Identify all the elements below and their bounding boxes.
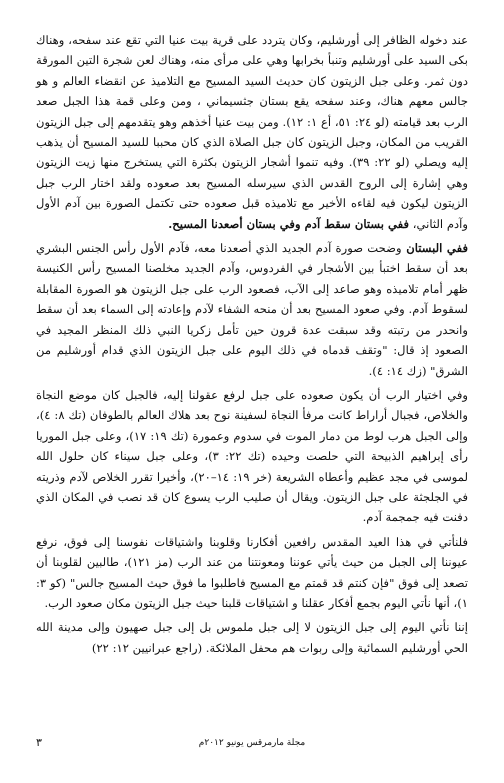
paragraph-3 [36, 385, 468, 528]
page-number: ٣ [36, 736, 42, 749]
paragraph-2 [36, 238, 468, 381]
paragraph-1-text: عند دخوله الظافر إلى أورشليم، وكان يتردد على قرية بيت عنيا التي تقع عند سفحه، وهناك بكى السيد على أورشليم وتنبأ بخرابها وهي على مرأى منه، وهناك لعن شجرة التين المورقة دون ثمر. وعلى جبل الزيتون كان حديث السيد المسيح مع التلاميذ عن انقضاء العالم و هو جالس معهم هناك، وعند سفحه يقع بستان جثسيماني ، ومن وعلى قمة هذا الجبل صعد الرب بعد قيامته (لو ٢٤: ٥١، أع ١: ١٢). ومن بيت عنيا أخذهم وهو يتقدمهم إلى جبل الزيتون القريب من المكان، وجبل الزيتون كان جبل الصلاة الذي كان محببا للسيد المسيح أن يذهب إليه ويصلي (لو ٢٢: ٣٩). وفيه تنموا أشجار الزيتون بكثرة التي يستخرج منها زيت الزيتون وهي إشارة إلى الروح القدس الذي سيرسله المسيح بعد صعوده ولقد اختار الرب جبل الزيتون ليكون فيه لقاءه الأخير مع تلاميذه قبل صعوده حتى تكتمل الصورة بين آدم الأول وآدم الثاني، [36, 33, 468, 231]
paragraph-3-text: وفي اختيار الرب أن يكون صعوده على جبل لرفع عقولنا إليه، فالجبل كان موضع النجاة والخلاص، فجبال أراراط كانت مرفأ النجاة لسفينة نوح بعد هلاك العالم بالطوفان (تك ٨: ٤)، وإلى الجبل هرب لوط من دمار الموت في سدوم وعمورة (تك ١٩: ١٧)، وعلى جبل الموريا رأى إبراهيم الذبيحة التي حلصت وحيده (تك ٢٢: ٣)، وعلى جبل سيناء كان حلول الله لموسى في مجد عظيم وأعطاه الشريعة (خر ١٩: ١٤–٢٠)، وأخيرا تقرر الخلاص لآدم وذريته في الجلجثة على جبل الزيتون. ويقال أن صليب الرب يسوع كان قد نصب في المكان الذي دفنت فيه جمجمة آدم. [36, 387, 469, 525]
paragraph-2-text: وضحت صورة آدم الجديد الذي أصعدنا معه، فآدم الأول رأس الجنس البشري بعد أن سقط اختبأ بين الأشجار في الفردوس، وآدم الجديد مخلصنا المسيح رأس الكنيسة ظهر أمام تلاميذه وهو صاعد إلى الآب، فصعود الرب على جبل الزيتون هو الصورة المقابلة لسقوط آدم. وفي صعود المسيح بعد أن منحه الشفاء لآدم وإعادته إلى السماء بعد أن سقط وانحدر من رتبته وقد سبقت عدة قرون حين تأمل زكريا النبي ذلك المنظر المجيد في الصعود إذ قال: "وتقف قدماه في ذلك اليوم على جبل الزيتون الذي قدام أورشليم من الشرق" (زك ١٤: ٤). [36, 241, 468, 378]
journal-name: مجلة مارمرقس يونيو ٢٠١٢م [198, 738, 306, 748]
paragraph-1-bold-text: ففي بستان سقط آدم وفي بستان أصعدنا المسيح. [168, 216, 410, 231]
paragraph-1 [36, 30, 468, 234]
paragraph-5-text: إننا نأتي اليوم إلى جبل الزيتون لا إلى جبل ملموس بل إلى جبل صهيون وإلى مدينة الله الحي أورشليم السمائية وإلى ربوات هم محفل الملائكة. (راجع عبرانيين ١٢: ٢٢) [36, 620, 468, 655]
paragraph-2-bold-text: ففي البستان [401, 241, 468, 256]
article-body [36, 30, 468, 658]
paragraph-4 [36, 532, 468, 614]
paragraph-5 [36, 617, 468, 658]
paragraph-4-text: فلنأتي في هذا العيد المقدس رافعين أفكارنا وقلوبنا واشتياقات نفوسنا إلى فوق، نرفع عيوننا إلى الجبل من حيث يأتي عوننا ومعونتنا من عند الرب (مز ١٢١)، طالبين لقلوبنا أن تصعد إلى فوق "فإن كنتم قد قمتم مع المسيح فاطلبوا ما فوق حيث المسيح جالس" (كو ٣: ١)، أنها نأتي اليوم بجمع أفكار عقلنا و اشتياقات قلبنا حيث جبل الزيتون مكان صعود الرب. [36, 534, 469, 610]
page-footer [36, 735, 468, 751]
